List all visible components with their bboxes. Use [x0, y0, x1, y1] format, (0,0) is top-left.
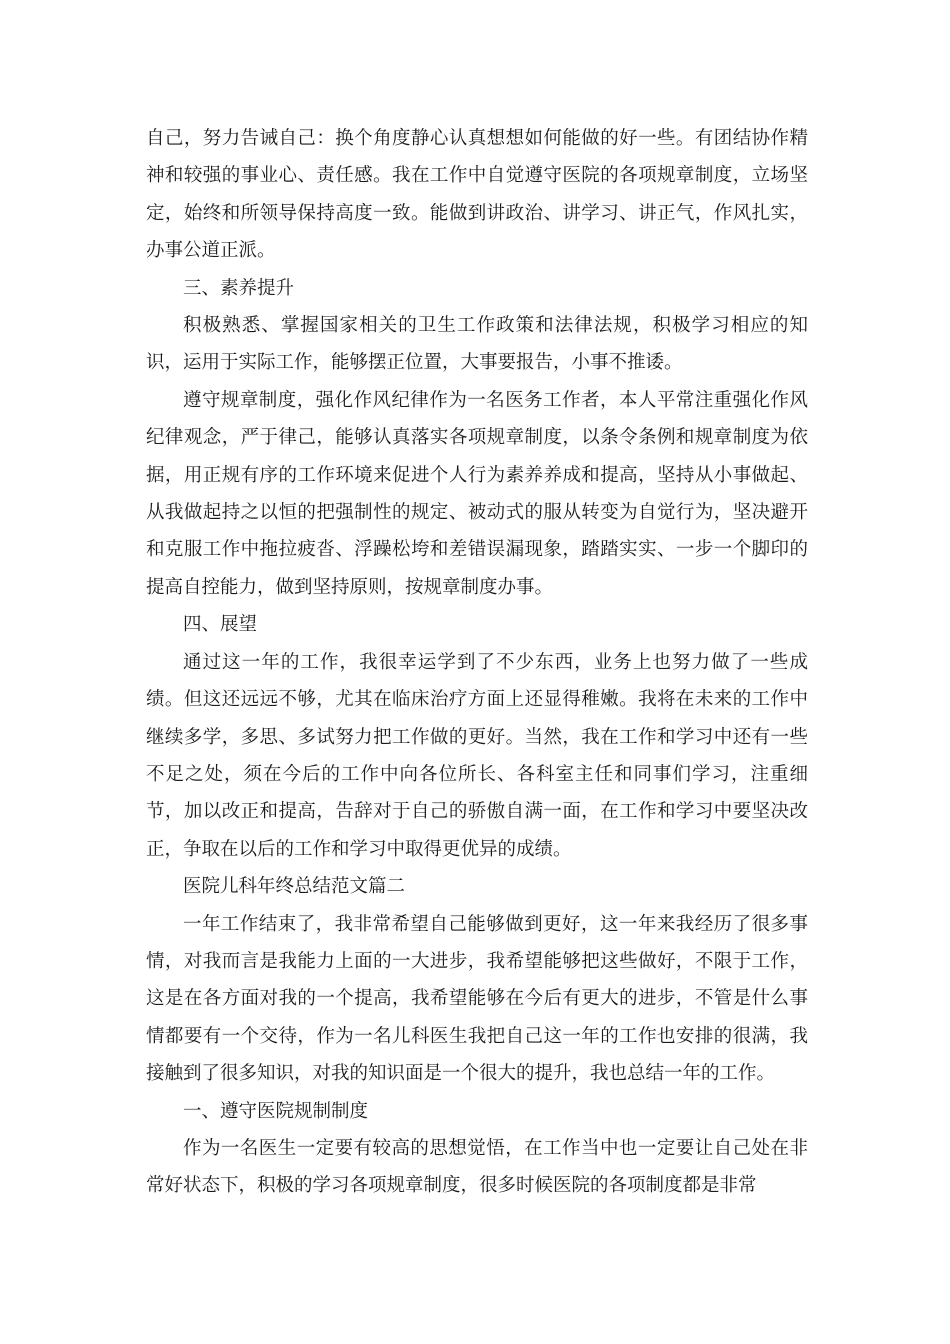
section-heading-hospital-rules: 一、遵守医院规制制度: [183, 1100, 369, 1122]
paragraph-hospital-rules: 作为一名医生一定要有较高的思想觉悟，在工作当中也一定要让自己处在非常好状态下，积极的学习各项规章制度，很多时候医院的各项制度都是非常: [146, 1137, 808, 1197]
section-heading-quality-improvement: 三、素养提升: [183, 277, 295, 299]
paragraph-year-summary: 一年工作结束了，我非常希望自己能够做到更好，这一年来我经历了很多事情，对我而言是我能力上面的一大进步，我希望能够把这些做好，不限于工作，这是在各方面对我的一个提高，我希望能够在今后有更大的进步，不管是什么事情都要有一个交待，作为一名儿科医生我把自己这一年的工作也安排的很满，我接触到了很多知识，对我的知识面是一个很大的提升，我也总结一年的工作。: [146, 913, 808, 1085]
section-heading-outlook: 四、展望: [183, 614, 258, 636]
paragraph-policy-study: 积极熟悉、掌握国家相关的卫生工作政策和法律法规，积极学习相应的知识，运用于实际工作，能够摆正位置，大事要报告，小事不推诿。: [146, 315, 808, 374]
paragraph-discipline: 遵守规章制度，强化作风纪律作为一名医务工作者，本人平常注重强化作风纪律观念，严于律己，能够认真落实各项规章制度，以条令条例和规章制度为依据，用正规有序的工作环境来促进个人行为素养养成和提高，坚持从小事做起、从我做起持之以恒的把强制性的规定、被动式的服从转变为自觉行为，坚决避开和克服工作中拖拉疲沓、浮躁松垮和差错误漏现象，踏踏实实、一步一个脚印的提高自控能力，做到坚持原则，按规章制度办事。: [146, 389, 808, 598]
article-title-part-two: 医院儿科年终总结范文篇二: [183, 876, 406, 898]
paragraph-outlook: 通过这一年的工作，我很幸运学到了不少东西，业务上也努力做了一些成绩。但这还远远不够，尤其在临床治疗方面上还显得稚嫩。我将在未来的工作中继续多学，多思、多试努力把工作做的更好。当然，我在工作和学习中还有一些不足之处，须在今后的工作中向各位所长、各科室主任和同事们学习，注重细节，加以改正和提高，告辞对于自己的骄傲自满一面，在工作和学习中要坚决改正，争取在以后的工作和学习中取得更优异的成绩。: [146, 651, 808, 860]
paragraph-work-attitude: 自己，努力告诫自己：换个角度静心认真想想如何能做的好一些。有团结协作精神和较强的事业心、责任感。我在工作中自觉遵守医院的各项规章制度，立场坚定，始终和所领导保持高度一致。能做到讲政治、讲学习、讲正气，作风扎实，办事公道正派。: [146, 128, 808, 262]
document-body: [146, 120, 808, 1205]
